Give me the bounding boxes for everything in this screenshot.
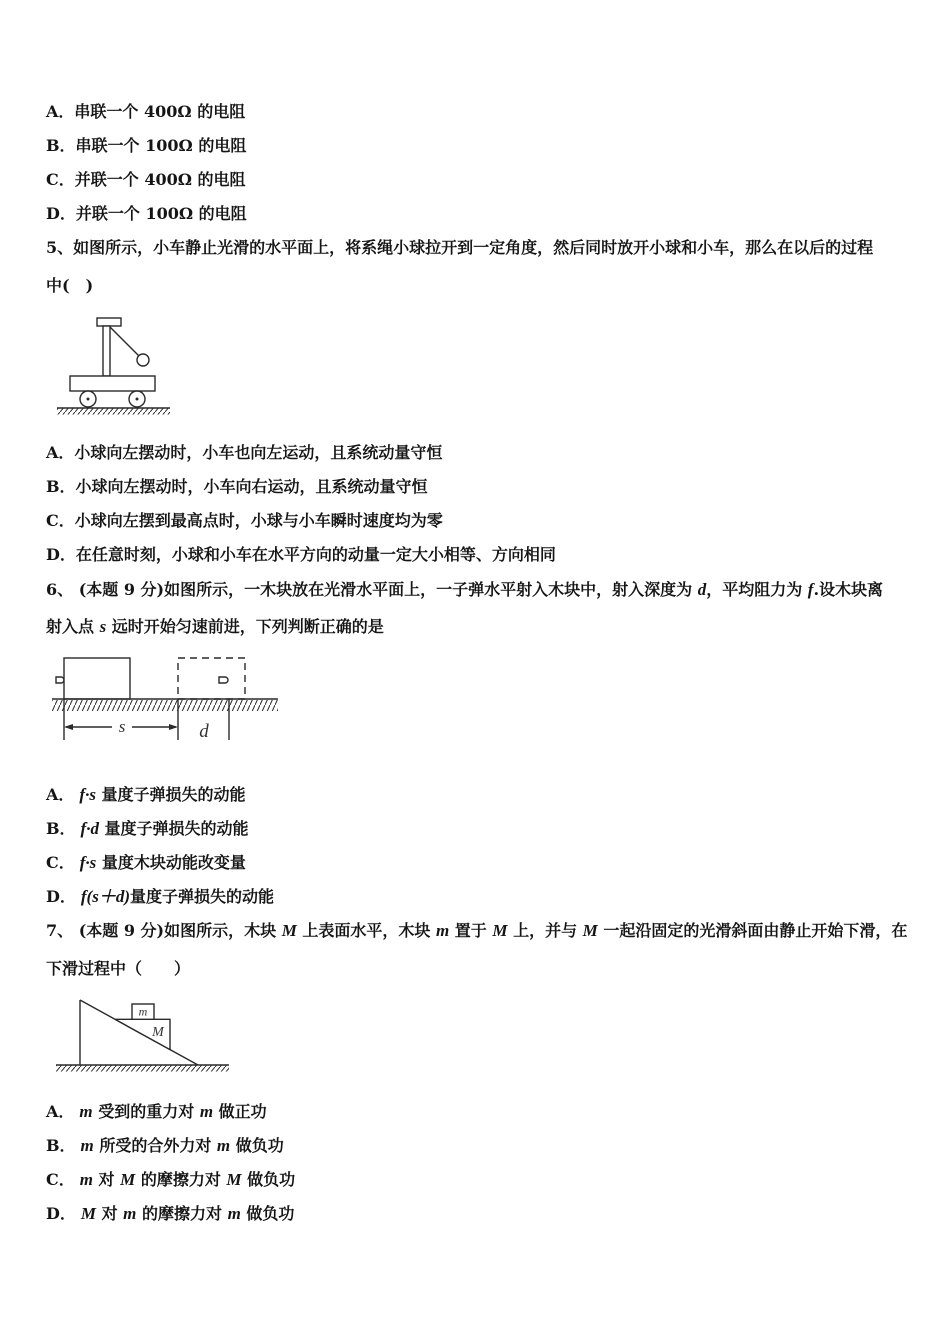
option-text: 做负功	[230, 1136, 284, 1155]
option-letter: C．	[46, 853, 75, 872]
ground-hatch	[56, 1066, 229, 1072]
option-text: 量度木块动能改变量	[96, 853, 246, 872]
bullet-block-figure	[50, 650, 282, 745]
option-letter: B．	[46, 136, 76, 155]
cart-pendulum-figure	[50, 310, 180, 420]
ground-hatch	[52, 700, 278, 711]
variable: m	[216, 1136, 231, 1155]
question-text: 上，并与	[507, 921, 583, 940]
question-text: 5、如图所示，小车静止光滑的水平面上，将系绳小球拉开到一定角度，然后同时放开小球和小车，那么在以后的过程	[46, 238, 874, 257]
option-letter: D．	[46, 204, 76, 223]
variable-s: s	[99, 617, 107, 636]
question-text: 远时开始匀速前进，下列判断正确的是	[106, 617, 384, 636]
option-text: 串联一个 400Ω 的电阻	[74, 102, 246, 121]
question-text: ，平均阻力为	[706, 580, 808, 599]
option-text: 对	[92, 1170, 121, 1189]
q7-option-a	[46, 1101, 267, 1123]
option-text: 在任意时刻，小球和小车在水平方向的动量一定大小相等、方向相同	[75, 545, 556, 564]
q5-option-b	[46, 476, 428, 498]
variable: m	[79, 1170, 93, 1189]
q5-option-a	[46, 442, 442, 464]
variable: m	[199, 1102, 214, 1121]
q7-stem-line-1	[46, 920, 907, 942]
q4-option-d	[46, 203, 247, 225]
option-letter: A．	[46, 443, 75, 462]
q4-option-c	[46, 169, 246, 191]
q6-option-a	[46, 784, 246, 806]
question-text: .设木块离	[813, 580, 884, 599]
option-text: 小球向左摆到最高点时，小球与小车瞬时速度均为零	[74, 511, 443, 530]
q5-stem-line-1	[46, 237, 873, 259]
option-text: 小球向左摆动时，小车向右运动，且系统动量守恒	[75, 477, 428, 496]
option-text: 做负功	[241, 1170, 296, 1189]
variable-f: f	[807, 580, 814, 599]
question-text: 下滑过程中（ ）	[46, 959, 191, 978]
variable-M: M	[492, 921, 508, 940]
question-text: 中( )	[46, 276, 94, 295]
option-text: 的摩擦力对	[135, 1170, 227, 1189]
option-expression: f·s	[79, 785, 96, 804]
label-m: m	[138, 1004, 148, 1019]
option-letter: A．	[46, 1102, 75, 1121]
option-letter: C．	[46, 1170, 75, 1189]
bullet-before	[56, 677, 64, 683]
q5-stem-line-2	[46, 275, 93, 297]
question-text: 置于	[449, 921, 493, 940]
q7-option-b	[46, 1135, 284, 1157]
option-letter: D．	[46, 887, 76, 906]
option-expression: f(s＋d)	[80, 887, 130, 906]
pendulum-string	[110, 327, 139, 356]
option-text: 受到的重力对	[92, 1102, 200, 1121]
q6-stem-line-2	[46, 616, 384, 638]
variable: m	[227, 1204, 241, 1223]
variable: m	[79, 1102, 93, 1121]
q5-option-d	[46, 544, 556, 566]
bullet-embedded	[219, 677, 228, 683]
option-text: 并联一个 400Ω 的电阻	[74, 170, 246, 189]
option-text: 量度子弹损失的动能	[98, 819, 249, 838]
option-letter: D．	[46, 1204, 76, 1223]
label-d: d	[199, 721, 209, 742]
variable-d: d	[697, 580, 707, 599]
option-letter: C．	[46, 511, 75, 530]
question-text: 6、 (本题 9 分)如图所示，一木块放在光滑水平面上，一子弹水平射入木块中，射入深度为	[46, 580, 698, 599]
incline-blocks-figure	[50, 995, 235, 1075]
option-expression: f·s	[79, 853, 97, 872]
block-final-dashed	[178, 658, 245, 699]
option-text: 的摩擦力对	[136, 1204, 228, 1223]
option-text: 做负功	[240, 1204, 295, 1223]
variable: m	[123, 1204, 137, 1223]
cart-body	[70, 376, 155, 391]
option-letter: B．	[46, 819, 76, 838]
pendulum-ball	[137, 354, 149, 366]
block-initial	[64, 658, 130, 699]
variable-M: M	[582, 921, 598, 940]
option-text: 并联一个 100Ω 的电阻	[75, 204, 247, 223]
q5-option-c	[46, 510, 443, 532]
q6-option-c	[46, 852, 246, 874]
option-letter: C．	[46, 170, 75, 189]
variable: M	[226, 1170, 242, 1189]
variable-m: m	[435, 921, 450, 940]
variable: M	[120, 1170, 136, 1189]
variable-M: M	[281, 921, 297, 940]
pendulum-post	[103, 326, 110, 376]
label-s: s	[118, 717, 126, 736]
q7-option-c	[46, 1169, 295, 1191]
option-text: 所受的合外力对	[93, 1136, 217, 1155]
q7-option-d	[46, 1203, 294, 1225]
q6-stem-line-1	[46, 579, 883, 601]
question-text: 上表面水平，木块	[296, 921, 436, 940]
option-text: 对	[96, 1204, 124, 1223]
option-expression: f·d	[80, 819, 99, 838]
option-letter: B．	[46, 477, 76, 496]
option-text: 串联一个 100Ω 的电阻	[75, 136, 247, 155]
option-letter: A．	[46, 102, 75, 121]
arrowhead-left	[64, 724, 73, 730]
option-text: 小球向左摆动时，小车也向左运动，且系统动量守恒	[74, 443, 443, 462]
option-letter: A．	[46, 785, 75, 804]
q6-option-d	[46, 886, 274, 908]
question-text: 一起沿固定的光滑斜面由静止开始下滑，在	[597, 921, 908, 940]
option-letter: B．	[46, 1136, 76, 1155]
q7-stem-line-2	[46, 958, 190, 980]
q6-option-b	[46, 818, 249, 840]
question-text: 射入点	[46, 617, 100, 636]
cart-axle-right	[136, 398, 139, 401]
q4-option-b	[46, 135, 246, 157]
cart-axle-left	[87, 398, 90, 401]
q4-option-a	[46, 101, 245, 123]
pendulum-cap	[97, 318, 121, 326]
variable: m	[80, 1136, 94, 1155]
variable: M	[80, 1204, 97, 1223]
option-letter: D．	[46, 545, 76, 564]
option-text: 量度子弹损失的动能	[95, 785, 246, 804]
ground-hatch	[57, 409, 170, 415]
option-text: 做正功	[213, 1102, 267, 1121]
option-text: 量度子弹损失的动能	[130, 887, 275, 906]
arrowhead-right	[169, 724, 178, 730]
question-text: 7、 (本题 9 分)如图所示，木块	[46, 921, 282, 940]
label-M: M	[152, 1025, 164, 1040]
